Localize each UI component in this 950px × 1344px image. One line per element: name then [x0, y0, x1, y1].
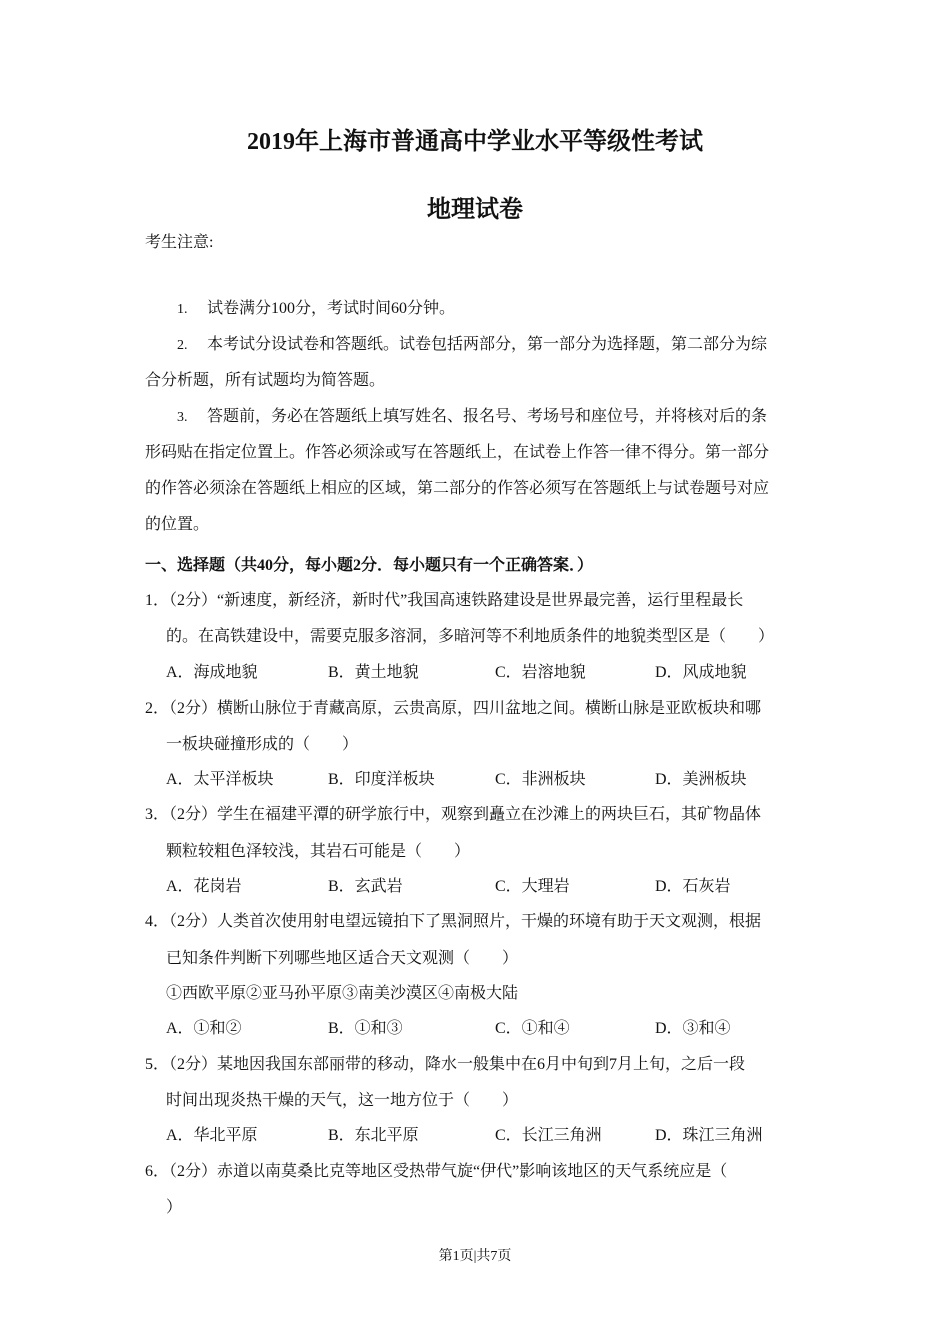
- document-title: 2019年上海市普通高中学业水平等级性考试: [247, 129, 703, 155]
- option-c: C．①和④: [495, 1020, 570, 1037]
- question-3: 3．（2分）学生在福建平潭的研学旅行中，观察到矗立在沙滩上的两块巨石，其矿物晶体: [145, 806, 762, 823]
- option-a: A．海成地貌: [166, 664, 258, 681]
- question-6: 6．（2分）赤道以南莫桑比克等地区受热带气旋“伊代”影响该地区的天气系统应是（: [145, 1163, 728, 1180]
- question-4: 4．（2分）人类首次使用射电望远镜拍下了黑洞照片，干燥的环境有助于天文观测，根据: [145, 913, 762, 930]
- notice-text: 形码贴在指定位置上。作答必须涂或写在答题纸上，在试卷上作答一律不得分。第一部分: [145, 444, 770, 461]
- option-c: C．非洲板块: [495, 771, 586, 788]
- option-d: D．③和④: [655, 1020, 731, 1037]
- option-d: D．美洲板块: [655, 771, 747, 788]
- option-b: B．黄土地貌: [328, 664, 419, 681]
- notice-heading: 考生注意:: [145, 234, 214, 251]
- notice-text: 答题前，务必在答题纸上填写姓名、报名号、考场号和座位号，并将核对后的条: [207, 408, 768, 425]
- notice-text: 的作答必须涂在答题纸上相应的区域，第二部分的作答必须写在答题纸上与试卷题号对应: [145, 480, 770, 497]
- question-1: 1．（2分）“新速度，新经济，新时代”我国高速铁路建设是世界最完善，运行里程最长: [145, 592, 744, 609]
- notice-text: 的位置。: [145, 516, 210, 533]
- option-c: C．长江三角洲: [495, 1127, 602, 1144]
- option-a: A．①和②: [166, 1020, 242, 1037]
- question-text: ①西欧平原②亚马孙平原③南美沙漠区④南极大陆: [166, 985, 519, 1002]
- question-5: 5．（2分）某地因我国东部丽带的移动，降水一般集中在6月中旬到7月上旬，之后一段: [145, 1056, 746, 1073]
- option-a: A．太平洋板块: [166, 771, 274, 788]
- option-b: B．①和③: [328, 1020, 403, 1037]
- section-heading: 一、选择题（共40分，每小题2分．每小题只有一个正确答案．）: [145, 557, 594, 574]
- question-text: 一板块碰撞形成的（ ）: [166, 736, 359, 753]
- notice-number: 2.: [177, 338, 188, 353]
- page-footer: 第1页|共7页: [438, 1249, 512, 1264]
- question-2: 2．（2分）横断山脉位于青藏高原，云贵高原，四川盆地之间。横断山脉是亚欧板块和哪: [145, 700, 762, 717]
- option-a: A．华北平原: [166, 1127, 258, 1144]
- question-text: 颗粒较粗色泽较浅，其岩石可能是（ ）: [166, 843, 471, 860]
- option-b: B．东北平原: [328, 1127, 419, 1144]
- notice-number: 3.: [177, 410, 188, 425]
- notice-item-1: [177, 299, 455, 320]
- question-text: 时间出现炎热干燥的天气，这一地方位于（ ）: [166, 1092, 519, 1109]
- question-text: ）: [166, 1199, 183, 1216]
- option-b: B．玄武岩: [328, 878, 403, 895]
- option-a: A．花岗岩: [166, 878, 242, 895]
- notice-text: 合分析题，所有试题均为简答题。: [145, 372, 386, 389]
- option-d: D．风成地貌: [655, 664, 747, 681]
- option-c: C．大理岩: [495, 878, 570, 895]
- option-b: B．印度洋板块: [328, 771, 435, 788]
- document-subtitle: 地理试卷: [427, 197, 523, 223]
- notice-text: 试卷满分100分，考试时间60分钟。: [207, 300, 456, 317]
- notice-number: 1.: [177, 302, 188, 317]
- question-text: 已知条件判断下列哪些地区适合天文观测（ ）: [166, 950, 519, 967]
- notice-item-2: [177, 335, 767, 356]
- option-d: D．石灰岩: [655, 878, 731, 895]
- question-text: 的。在高铁建设中，需要克服多溶洞，多暗河等不利地质条件的地貌类型区是（ ）: [166, 628, 775, 645]
- notice-item-3: [177, 407, 767, 428]
- option-c: C．岩溶地貌: [495, 664, 586, 681]
- option-d: D．珠江三角洲: [655, 1127, 763, 1144]
- notice-text: 本考试分设试卷和答题纸。试卷包括两部分，第一部分为选择题，第二部分为综: [207, 336, 768, 353]
